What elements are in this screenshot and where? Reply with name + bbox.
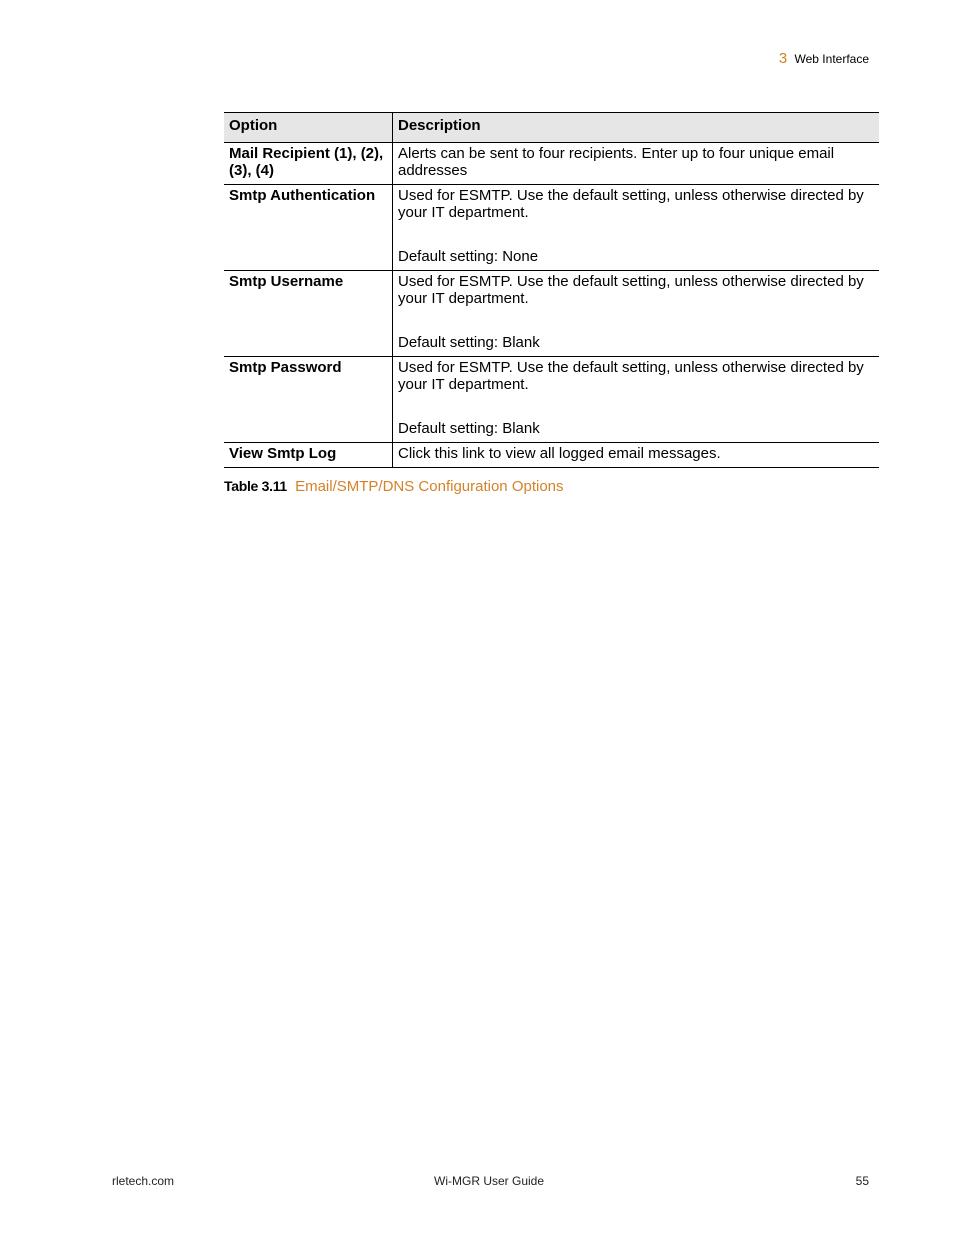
table-row (224, 357, 879, 443)
description-text: Used for ESMTP. Use the default setting, unless otherwise directed by your IT department. (398, 187, 864, 221)
footer-page-number: 55 (855, 1174, 869, 1188)
description-cell (393, 143, 880, 185)
caption-title: Email/SMTP/DNS Configuration Options (295, 478, 564, 495)
column-header-description: Description (393, 113, 880, 143)
options-table (224, 112, 879, 468)
default-setting-text: Default setting: Blank (398, 334, 540, 351)
footer-guide-title: Wi-MGR User Guide (434, 1174, 545, 1188)
option-cell: View Smtp Log (224, 443, 393, 468)
table-row (224, 143, 879, 185)
chapter-number: 3 (778, 50, 788, 67)
description-cell (393, 185, 880, 271)
default-setting-text: Default setting: None (398, 248, 539, 265)
option-cell: Smtp Password (224, 357, 393, 443)
caption-label: Table 3.11 (224, 478, 287, 494)
table-header-row (224, 113, 879, 143)
description-text: Used for ESMTP. Use the default setting, unless otherwise directed by your IT department. (398, 359, 864, 393)
table-caption (224, 478, 564, 495)
running-header (779, 50, 869, 67)
chapter-title: Web Interface (794, 52, 869, 66)
table-row (224, 271, 879, 357)
table-row (224, 443, 879, 468)
description-text: Alerts can be sent to four recipients. Enter up to four unique email addresses (398, 145, 835, 179)
option-cell: Mail Recipient (1), (2), (3), (4) (224, 143, 393, 185)
default-setting-text: Default setting: Blank (398, 420, 540, 437)
option-cell: Smtp Authentication (224, 185, 393, 271)
column-header-option: Option (224, 113, 393, 143)
description-cell (393, 357, 880, 443)
option-cell: Smtp Username (224, 271, 393, 357)
description-cell (393, 271, 880, 357)
description-text: Used for ESMTP. Use the default setting, unless otherwise directed by your IT department. (398, 273, 864, 307)
description-text: Click this link to view all logged email messages. (398, 445, 721, 462)
description-cell (393, 443, 880, 468)
footer-website: rletech.com (112, 1174, 175, 1188)
table-row (224, 185, 879, 271)
